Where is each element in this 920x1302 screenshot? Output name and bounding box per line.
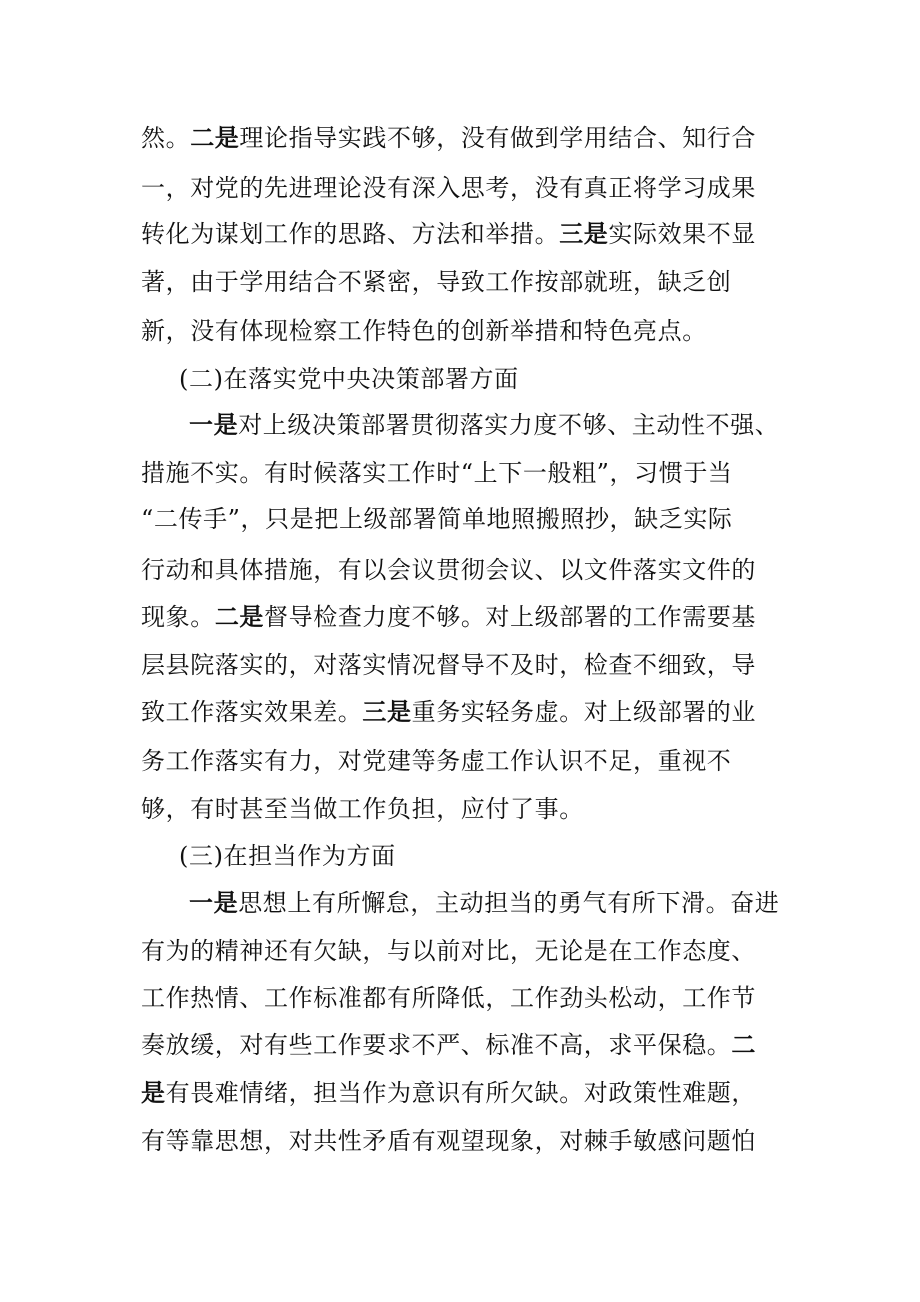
text-run: 转化为谋划工作的思路、方法和举措。: [141, 220, 560, 248]
text-run: 够，有时甚至当做工作负担，应付了事。: [141, 795, 584, 823]
text-run: 著，由于学用结合不紧密，导致工作按部就班，缺乏创: [141, 268, 732, 296]
paragraph-line: [141, 550, 781, 590]
paragraph-line: [141, 692, 781, 732]
bold-label: 是: [141, 1079, 166, 1107]
paragraph-line: [141, 1073, 781, 1113]
text-run: 理论指导实践不够，没有做到学用结合、知行合: [239, 124, 757, 152]
paragraph-line: [141, 453, 781, 493]
text-run: 然。: [141, 124, 191, 152]
text-run: 致工作落实效果差。: [141, 698, 363, 726]
paragraph-line: [141, 597, 781, 637]
paragraph-line: [141, 262, 781, 302]
text-run: 对上级决策部署贯彻落实力度不够、主动性不强、: [238, 411, 780, 439]
bold-label: 二是: [214, 603, 265, 631]
paragraph-line: [141, 214, 781, 254]
text-run: 思想上有所懈怠，主动担当的勇气有所下滑。奋进: [238, 889, 780, 917]
paragraph-line: [141, 118, 781, 158]
text-run: 工作热情、工作标准都有所降低，工作劲头松动，工作节: [141, 984, 756, 1012]
paragraph-line: [141, 1025, 781, 1065]
text-run: 措施不实。有时候落实工作时“上下一般粗”，习惯于当: [141, 459, 733, 487]
paragraph-line: [141, 168, 781, 208]
bold-label: 二是: [190, 124, 240, 152]
text-run: 有等靠思想，对共性矛盾有观望现象，对棘手敏感问题怕: [141, 1127, 756, 1155]
bold-label: 三是: [362, 698, 412, 726]
paragraph-line: [141, 931, 781, 971]
bold-label: 三是: [559, 220, 609, 248]
text-run: 奏放缓，对有些工作要求不严、标准不高，求平保稳。: [141, 1031, 732, 1059]
bold-label: 一是: [189, 411, 239, 439]
text-run: 现象。: [141, 603, 215, 631]
bold-label: 二: [731, 1031, 757, 1059]
text-run: 督导检查力度不够。对上级部署的工作需要基: [264, 603, 757, 631]
paragraph-line: [141, 645, 781, 685]
paragraph-line: [189, 883, 829, 923]
text-run: 一，对党的先进理论没有深入思考，没有真正将学习成果: [141, 174, 756, 202]
text-run: 层县院落实的，对落实情况督导不及时，检查不细致，导: [141, 651, 756, 679]
paragraph-line: [141, 978, 781, 1018]
text-run: 新，没有体现检察工作特色的创新举措和特色亮点。: [141, 317, 707, 345]
section-heading-2: (二)在落实党中央决策部署方面: [179, 365, 519, 393]
text-run: 行动和具体措施，有以会议贯彻会议、以文件落实文件的: [141, 556, 756, 584]
paragraph-line: [141, 789, 781, 829]
text-run: 有畏难情绪，担当作为意识有所欠缺。对政策性难题，: [165, 1079, 757, 1107]
bold-label: 一是: [189, 889, 239, 917]
section-heading-3: (三)在担当作为方面: [179, 842, 396, 870]
text-run: 实际效果不显: [608, 220, 757, 248]
paragraph-line: [141, 499, 781, 539]
paragraph-line: [189, 405, 829, 445]
paragraph-line: [141, 741, 781, 781]
text-run: 重务实轻务虚。对上级部署的业: [411, 698, 757, 726]
paragraph-line: [141, 1121, 781, 1161]
text-run: “二传手”，只是把上级部署简单地照搬照抄，缺乏实际: [141, 505, 733, 533]
text-run: 务工作落实有力，对党建等务虚工作认识不足，重视不: [141, 747, 732, 775]
text-run: 有为的精神还有欠缺，与以前对比，无论是在工作态度、: [141, 937, 756, 965]
paragraph-line: [141, 311, 781, 351]
